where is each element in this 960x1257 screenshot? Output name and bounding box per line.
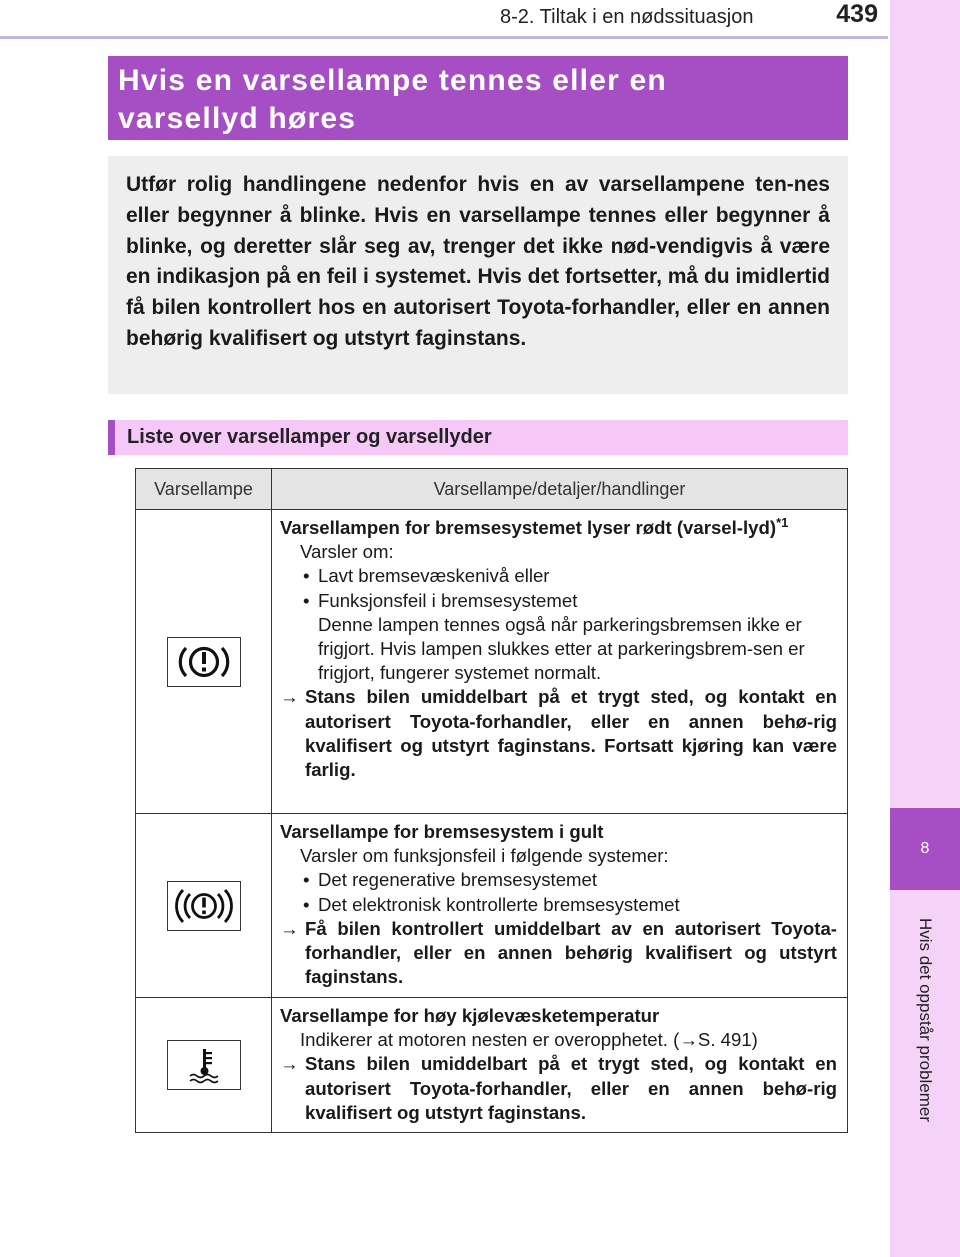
detail-cell: [280, 998, 837, 1125]
table-row: [136, 998, 847, 1132]
table-row: [136, 510, 847, 814]
arrow-right-icon: →: [679, 1029, 698, 1051]
intro-text: Utfør rolig handlingene nedenfor hvis en av varsellampene ten-nes eller begynner å blinke. Hvis en varsellampe tennes eller begynner å blinke, og deretter slår seg av, trenger det ikke nød-vendigvis å være en indikasjon på en feil i systemet. Hvis det fortsetter, må du imidlertid få bilen kontrollert hos en autorisert Toyota-forhandler, eller en annen behørig kvalifisert og utstyrt faginstans.: [126, 173, 830, 350]
detail-cell: [280, 510, 837, 782]
warning-light-table: [135, 468, 848, 1133]
page-number: 439: [836, 0, 878, 28]
arrow-right-icon: →: [280, 917, 299, 939]
header-divider: [0, 36, 888, 39]
page-title-banner: [108, 56, 848, 140]
brake-warning-red-icon: [167, 637, 241, 687]
row-title: Varsellampe for bremsesystem i gult: [280, 821, 604, 842]
section-header: 8-2. Tiltak i en nødssituasjon: [500, 6, 754, 28]
row-description: Varsler om funksjonsfeil i følgende systemer:: [300, 845, 669, 867]
footnote-marker: *1: [776, 514, 789, 530]
row-description: [280, 1028, 837, 1052]
page-reference-link[interactable]: S. 491): [697, 1029, 758, 1051]
detail-cell: [280, 814, 837, 989]
column-header-detail: Varsellampe/detaljer/handlinger: [433, 478, 686, 499]
row-title-text: Varsellampen for bremsesystemet lyser rødt (varsel-lyd): [280, 517, 777, 538]
row-action-text: Få bilen kontrollert umiddelbart av en autorisert Toyota-forhandler, eller en annen behørig kvalifisert og utstyrt faginstans.: [305, 917, 837, 988]
table-row: [136, 814, 847, 998]
column-header-icon: Varsellampe: [136, 469, 272, 509]
row-action-text: Stans bilen umiddelbart på et trygt sted, og kontakt en autorisert Toyota-forhandler, eller en annen behø-rig kvalifisert og utstyrt faginstans.: [305, 1053, 837, 1123]
row-action: [280, 685, 837, 782]
row-title: Varsellampe for høy kjølevæsketemperatur: [280, 1005, 660, 1026]
table-header: [136, 469, 847, 510]
page-title-line-2: varsellyd høres: [118, 102, 357, 135]
list-item: • Det regenerative bremsesystemet: [280, 868, 837, 892]
row-note: Denne lampen tennes også når parkeringsbremsen ikke er frigjort. Hvis lampen slukkes etter at parkeringsbrem-sen er frigjort, fungerer systemet normalt.: [318, 613, 805, 684]
row-description-text: Indikerer at motoren nesten er overopphetet. (: [300, 1029, 680, 1051]
icon-cell: [136, 510, 272, 813]
arrow-right-icon: →: [280, 686, 299, 708]
row-action: [280, 1052, 837, 1125]
icon-cell: [136, 814, 272, 997]
chapter-title: Hvis det oppstår problemer: [916, 917, 935, 1123]
row-description: Varsler om:: [300, 541, 394, 563]
page-title-line-1: Hvis en varsellampe tennes eller en: [118, 64, 667, 97]
arrow-right-icon: →: [280, 1053, 299, 1075]
chapter-number-tab[interactable]: 8: [890, 808, 960, 890]
list-item: • Funksjonsfeil i bremsesystemet: [280, 589, 837, 613]
row-action-text: Stans bilen umiddelbart på et trygt sted, og kontakt en autorisert Toyota-forhandler, eller en annen behø-rig kvalifisert og utstyrt faginstans. Fortsatt kjøring kan være farlig.: [305, 686, 837, 781]
section-subheading: Liste over varsellamper og varsellyder: [108, 420, 848, 455]
brake-warning-yellow-icon: [167, 881, 241, 931]
row-title: [280, 516, 837, 540]
icon-cell: [136, 998, 272, 1132]
intro-box: [108, 156, 848, 394]
list-item: • Lavt bremsevæskenivå eller: [280, 564, 837, 588]
list-item: • Det elektronisk kontrollerte bremsesystemet: [280, 893, 837, 917]
coolant-temperature-icon: [167, 1040, 241, 1090]
row-action: [280, 917, 837, 990]
